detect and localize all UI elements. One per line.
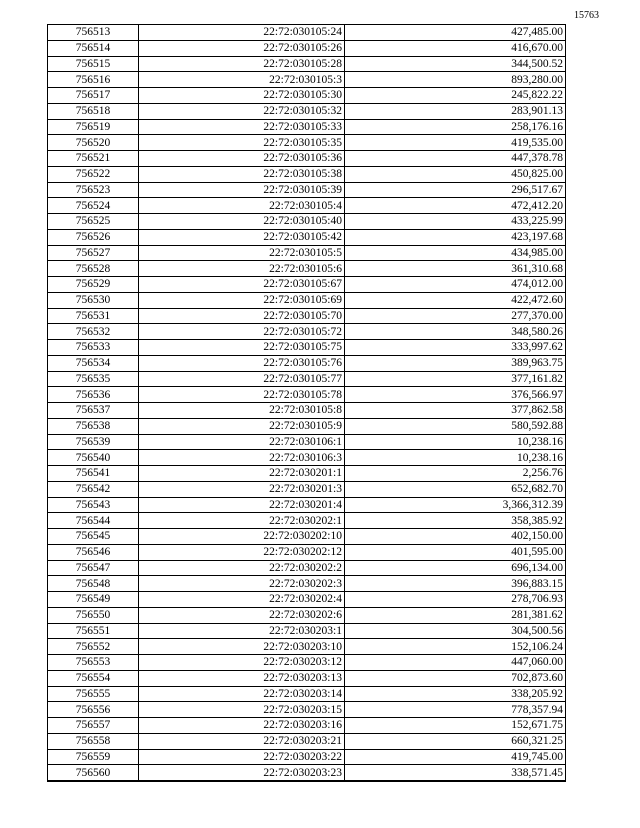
- row-id-cell: 756549: [48, 592, 139, 608]
- cadastral-number-cell: 22:72:030202:6: [139, 607, 345, 623]
- cadastral-number-cell: 22:72:030203:13: [139, 670, 345, 686]
- cadastral-value-cell: 472,412.20: [345, 198, 566, 214]
- cadastral-value-cell: 427,485.00: [345, 25, 566, 41]
- cadastral-value-cell: 277,370.00: [345, 308, 566, 324]
- table-row: [48, 686, 566, 702]
- row-id-cell: 756553: [48, 655, 139, 671]
- cadastral-number-cell: 22:72:030203:22: [139, 749, 345, 765]
- table-row: [48, 513, 566, 529]
- cadastral-value-cell: 10,238.16: [345, 450, 566, 466]
- cadastral-value-cell: 419,535.00: [345, 135, 566, 151]
- table-row: [48, 733, 566, 749]
- cadastral-value-cell: 396,883.15: [345, 576, 566, 592]
- cadastral-value-cell: 423,197.68: [345, 229, 566, 245]
- cadastral-number-cell: 22:72:030105:78: [139, 387, 345, 403]
- row-id-cell: 756515: [48, 56, 139, 72]
- row-id-cell: 756554: [48, 670, 139, 686]
- table-row: [48, 355, 566, 371]
- cadastral-number-cell: 22:72:030202:12: [139, 544, 345, 560]
- row-id-cell: 756519: [48, 119, 139, 135]
- row-id-cell: 756522: [48, 166, 139, 182]
- page-number: 15763: [574, 10, 599, 21]
- table-row: [48, 450, 566, 466]
- table-row: [48, 702, 566, 718]
- table-row: [48, 466, 566, 482]
- cadastral-value-cell: 348,580.26: [345, 324, 566, 340]
- table-row: [48, 434, 566, 450]
- cadastral-value-cell: 416,670.00: [345, 40, 566, 56]
- row-id-cell: 756552: [48, 639, 139, 655]
- cadastral-value-cell: 333,997.62: [345, 340, 566, 356]
- table-row: [48, 639, 566, 655]
- row-id-cell: 756532: [48, 324, 139, 340]
- table-row: [48, 765, 566, 781]
- row-id-cell: 756514: [48, 40, 139, 56]
- cadastral-value-cell: 376,566.97: [345, 387, 566, 403]
- cadastral-value-cell: 447,060.00: [345, 655, 566, 671]
- row-id-cell: 756524: [48, 198, 139, 214]
- cadastral-value-cell: 304,500.56: [345, 623, 566, 639]
- table-row: [48, 72, 566, 88]
- cadastral-value-cell: 652,682.70: [345, 481, 566, 497]
- row-id-cell: 756527: [48, 245, 139, 261]
- row-id-cell: 756541: [48, 466, 139, 482]
- cadastral-number-cell: 22:72:030203:16: [139, 718, 345, 734]
- table-row: [48, 544, 566, 560]
- cadastral-number-cell: 22:72:030105:40: [139, 214, 345, 230]
- cadastral-number-cell: 22:72:030203:23: [139, 765, 345, 781]
- cadastral-number-cell: 22:72:030105:69: [139, 292, 345, 308]
- row-id-cell: 756516: [48, 72, 139, 88]
- table-row: [48, 497, 566, 513]
- row-id-cell: 756533: [48, 340, 139, 356]
- cadastral-number-cell: 22:72:030202:3: [139, 576, 345, 592]
- cadastral-value-cell: 401,595.00: [345, 544, 566, 560]
- table-row: [48, 229, 566, 245]
- cadastral-value-cell: 474,012.00: [345, 277, 566, 293]
- cadastral-number-cell: 22:72:030203:15: [139, 702, 345, 718]
- row-id-cell: 756534: [48, 355, 139, 371]
- cadastral-value-cell: 283,901.13: [345, 103, 566, 119]
- cadastral-number-cell: 22:72:030105:3: [139, 72, 345, 88]
- cadastral-value-cell: 2,256.76: [345, 466, 566, 482]
- cadastral-number-cell: 22:72:030105:76: [139, 355, 345, 371]
- table-row: [48, 560, 566, 576]
- cadastral-number-cell: 22:72:030105:33: [139, 119, 345, 135]
- row-id-cell: 756559: [48, 749, 139, 765]
- row-id-cell: 756518: [48, 103, 139, 119]
- cadastral-number-cell: 22:72:030105:39: [139, 182, 345, 198]
- row-id-cell: 756560: [48, 765, 139, 781]
- cadastral-number-cell: 22:72:030203:1: [139, 623, 345, 639]
- row-id-cell: 756513: [48, 25, 139, 41]
- row-id-cell: 756538: [48, 418, 139, 434]
- cadastral-number-cell: 22:72:030105:6: [139, 261, 345, 277]
- cadastral-number-cell: 22:72:030203:10: [139, 639, 345, 655]
- table-row: [48, 718, 566, 734]
- row-id-cell: 756517: [48, 88, 139, 104]
- table-row: [48, 214, 566, 230]
- cadastral-value-cell: 433,225.99: [345, 214, 566, 230]
- cadastral-number-cell: 22:72:030105:67: [139, 277, 345, 293]
- table-row: [48, 607, 566, 623]
- row-id-cell: 756521: [48, 151, 139, 167]
- table-row: [48, 103, 566, 119]
- table-row: [48, 151, 566, 167]
- table-row: [48, 529, 566, 545]
- cadastral-value-cell: 696,134.00: [345, 560, 566, 576]
- row-id-cell: 756551: [48, 623, 139, 639]
- cadastral-value-cell: 358,385.92: [345, 513, 566, 529]
- row-id-cell: 756536: [48, 387, 139, 403]
- table-row: [48, 56, 566, 72]
- cadastral-value-cell: 152,671.75: [345, 718, 566, 734]
- table-row: [48, 387, 566, 403]
- table-row: [48, 119, 566, 135]
- table-row: [48, 308, 566, 324]
- row-id-cell: 756531: [48, 308, 139, 324]
- row-id-cell: 756543: [48, 497, 139, 513]
- cadastral-number-cell: 22:72:030105:24: [139, 25, 345, 41]
- cadastral-value-cell: 3,366,312.39: [345, 497, 566, 513]
- cadastral-number-cell: 22:72:030105:77: [139, 371, 345, 387]
- cadastral-number-cell: 22:72:030106:1: [139, 434, 345, 450]
- row-id-cell: 756535: [48, 371, 139, 387]
- row-id-cell: 756550: [48, 607, 139, 623]
- table-row: [48, 371, 566, 387]
- table-row: [48, 623, 566, 639]
- cadastral-value-cell: 402,150.00: [345, 529, 566, 545]
- table-row: [48, 88, 566, 104]
- table-row: [48, 418, 566, 434]
- cadastral-number-cell: 22:72:030202:10: [139, 529, 345, 545]
- row-id-cell: 756558: [48, 733, 139, 749]
- row-id-cell: 756520: [48, 135, 139, 151]
- cadastral-value-cell: 702,873.60: [345, 670, 566, 686]
- row-id-cell: 756542: [48, 481, 139, 497]
- table-row: [48, 576, 566, 592]
- cadastral-number-cell: 22:72:030105:35: [139, 135, 345, 151]
- cadastral-number-cell: 22:72:030105:4: [139, 198, 345, 214]
- row-id-cell: 756525: [48, 214, 139, 230]
- cadastral-number-cell: 22:72:030105:8: [139, 403, 345, 419]
- row-id-cell: 756557: [48, 718, 139, 734]
- row-id-cell: 756540: [48, 450, 139, 466]
- table-row: [48, 40, 566, 56]
- table-row: [48, 277, 566, 293]
- cadastral-value-cell: 377,161.82: [345, 371, 566, 387]
- cadastral-value-cell: 447,378.78: [345, 151, 566, 167]
- row-id-cell: 756547: [48, 560, 139, 576]
- cadastral-number-cell: 22:72:030105:5: [139, 245, 345, 261]
- table-row: [48, 481, 566, 497]
- cadastral-value-cell: 419,745.00: [345, 749, 566, 765]
- table-row: [48, 25, 566, 41]
- table-row: [48, 245, 566, 261]
- cadastral-number-cell: 22:72:030201:4: [139, 497, 345, 513]
- table-row: [48, 198, 566, 214]
- cadastral-number-cell: 22:72:030105:30: [139, 88, 345, 104]
- cadastral-number-cell: 22:72:030201:1: [139, 466, 345, 482]
- cadastral-number-cell: 22:72:030203:14: [139, 686, 345, 702]
- cadastral-number-cell: 22:72:030105:75: [139, 340, 345, 356]
- cadastral-value-cell: 10,238.16: [345, 434, 566, 450]
- cadastral-value-cell: 778,357.94: [345, 702, 566, 718]
- table-body: [48, 25, 566, 782]
- row-id-cell: 756530: [48, 292, 139, 308]
- cadastral-number-cell: 22:72:030202:1: [139, 513, 345, 529]
- cadastral-number-cell: 22:72:030105:9: [139, 418, 345, 434]
- cadastral-value-cell: 377,862.58: [345, 403, 566, 419]
- cadastral-number-cell: 22:72:030106:3: [139, 450, 345, 466]
- cadastral-number-cell: 22:72:030201:3: [139, 481, 345, 497]
- table-row: [48, 749, 566, 765]
- row-id-cell: 756555: [48, 686, 139, 702]
- cadastral-value-cell: 893,280.00: [345, 72, 566, 88]
- cadastral-value-cell: 338,205.92: [345, 686, 566, 702]
- cadastral-value-cell: 344,500.52: [345, 56, 566, 72]
- row-id-cell: 756539: [48, 434, 139, 450]
- table-row: [48, 655, 566, 671]
- cadastral-number-cell: 22:72:030105:28: [139, 56, 345, 72]
- cadastral-value-cell: 361,310.68: [345, 261, 566, 277]
- row-id-cell: 756546: [48, 544, 139, 560]
- table-row: [48, 261, 566, 277]
- row-id-cell: 756529: [48, 277, 139, 293]
- row-id-cell: 756545: [48, 529, 139, 545]
- cadastral-value-cell: 338,571.45: [345, 765, 566, 781]
- table-row: [48, 592, 566, 608]
- cadastral-value-cell: 152,106.24: [345, 639, 566, 655]
- cadastral-value-cell: 281,381.62: [345, 607, 566, 623]
- table-row: [48, 324, 566, 340]
- cadastral-value-cell: 389,963.75: [345, 355, 566, 371]
- table-row: [48, 166, 566, 182]
- cadastral-value-cell: 434,985.00: [345, 245, 566, 261]
- table-row: [48, 403, 566, 419]
- cadastral-number-cell: 22:72:030105:42: [139, 229, 345, 245]
- row-id-cell: 756526: [48, 229, 139, 245]
- table-row: [48, 182, 566, 198]
- cadastral-number-cell: 22:72:030202:4: [139, 592, 345, 608]
- cadastral-value-cell: 580,592.88: [345, 418, 566, 434]
- cadastral-value-cell: 660,321.25: [345, 733, 566, 749]
- cadastral-value-cell: 450,825.00: [345, 166, 566, 182]
- table-row: [48, 670, 566, 686]
- row-id-cell: 756528: [48, 261, 139, 277]
- cadastral-number-cell: 22:72:030105:70: [139, 308, 345, 324]
- row-id-cell: 756537: [48, 403, 139, 419]
- table-row: [48, 292, 566, 308]
- row-id-cell: 756544: [48, 513, 139, 529]
- cadastral-number-cell: 22:72:030202:2: [139, 560, 345, 576]
- cadastral-value-cell: 245,822.22: [345, 88, 566, 104]
- cadastral-value-cell: 278,706.93: [345, 592, 566, 608]
- cadastral-number-cell: 22:72:030105:72: [139, 324, 345, 340]
- row-id-cell: 756523: [48, 182, 139, 198]
- cadastral-number-cell: 22:72:030105:26: [139, 40, 345, 56]
- table-row: [48, 135, 566, 151]
- cadastral-value-cell: 296,517.67: [345, 182, 566, 198]
- cadastral-number-cell: 22:72:030203:12: [139, 655, 345, 671]
- cadastral-value-table: [47, 24, 566, 782]
- table-row: [48, 340, 566, 356]
- cadastral-value-cell: 258,176.16: [345, 119, 566, 135]
- row-id-cell: 756548: [48, 576, 139, 592]
- cadastral-number-cell: 22:72:030105:32: [139, 103, 345, 119]
- cadastral-value-cell: 422,472.60: [345, 292, 566, 308]
- row-id-cell: 756556: [48, 702, 139, 718]
- cadastral-number-cell: 22:72:030105:36: [139, 151, 345, 167]
- cadastral-number-cell: 22:72:030105:38: [139, 166, 345, 182]
- cadastral-number-cell: 22:72:030203:21: [139, 733, 345, 749]
